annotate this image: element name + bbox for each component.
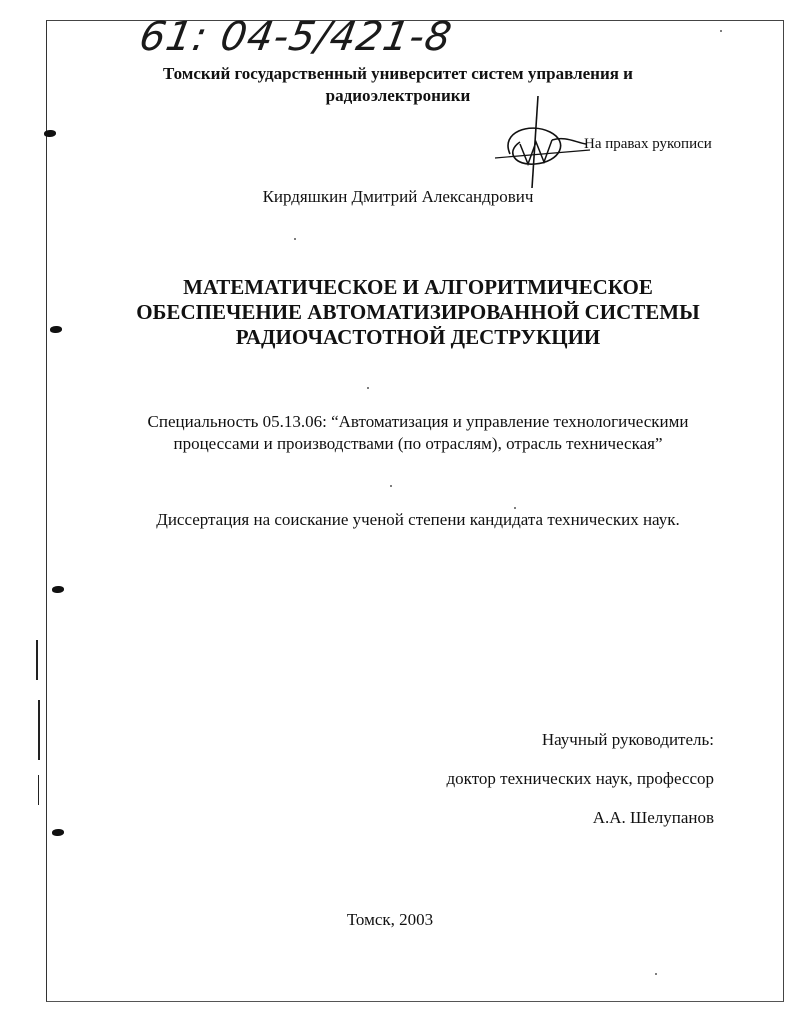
binder-mark: [52, 829, 64, 836]
scan-speck: [294, 238, 296, 240]
binder-mark: [52, 586, 64, 593]
title-line-2: ОБЕСПЕЧЕНИЕ АВТОМАТИЗИРОВАННОЙ СИСТЕМЫ: [136, 300, 700, 324]
binder-mark: [44, 130, 56, 137]
specialty-line-1: Специальность 05.13.06: “Автоматизация и управление технологическими: [147, 412, 689, 431]
dissertation-title: [0, 275, 796, 350]
scan-speck: [367, 387, 369, 389]
specialty-line-2: процессами и производствами (по отраслям), отрасль техническая”: [173, 434, 663, 453]
dissertation-statement: Диссертация на соискание ученой степени кандидата технических наук.: [156, 510, 680, 529]
manuscript-note: На правах рукописи: [584, 136, 712, 152]
scan-edge-line: [38, 775, 39, 805]
archive-number: 61: 04-5/421-8: [135, 14, 456, 60]
title-line-3: РАДИОЧАСТОТНОЙ ДЕСТРУКЦИИ: [235, 325, 601, 349]
scan-edge-line: [36, 640, 38, 680]
supervisor-name: А.А. Шелупанов: [592, 808, 714, 827]
title-line-1: МАТЕМАТИЧЕСКОЕ И АЛГОРИТМИЧЕСКОЕ: [183, 275, 653, 299]
supervisor-degree: доктор технических наук, профессор: [446, 769, 714, 788]
scan-speck: [514, 507, 516, 509]
supervisor-label: Научный руководитель:: [541, 730, 714, 749]
scan-speck: [390, 485, 392, 487]
scan-edge-line: [38, 700, 40, 760]
city-year: Томск, 2003: [346, 910, 434, 929]
university-line-2: радиоэлектроники: [325, 86, 471, 105]
scan-speck: [655, 973, 657, 975]
university-name: [0, 63, 796, 107]
specialty: [0, 411, 796, 455]
university-line-1: Томский государственный университет систем управления и: [163, 64, 633, 83]
scan-speck: [720, 30, 722, 32]
author-name: Кирдяшкин Дмитрий Александрович: [262, 187, 534, 206]
